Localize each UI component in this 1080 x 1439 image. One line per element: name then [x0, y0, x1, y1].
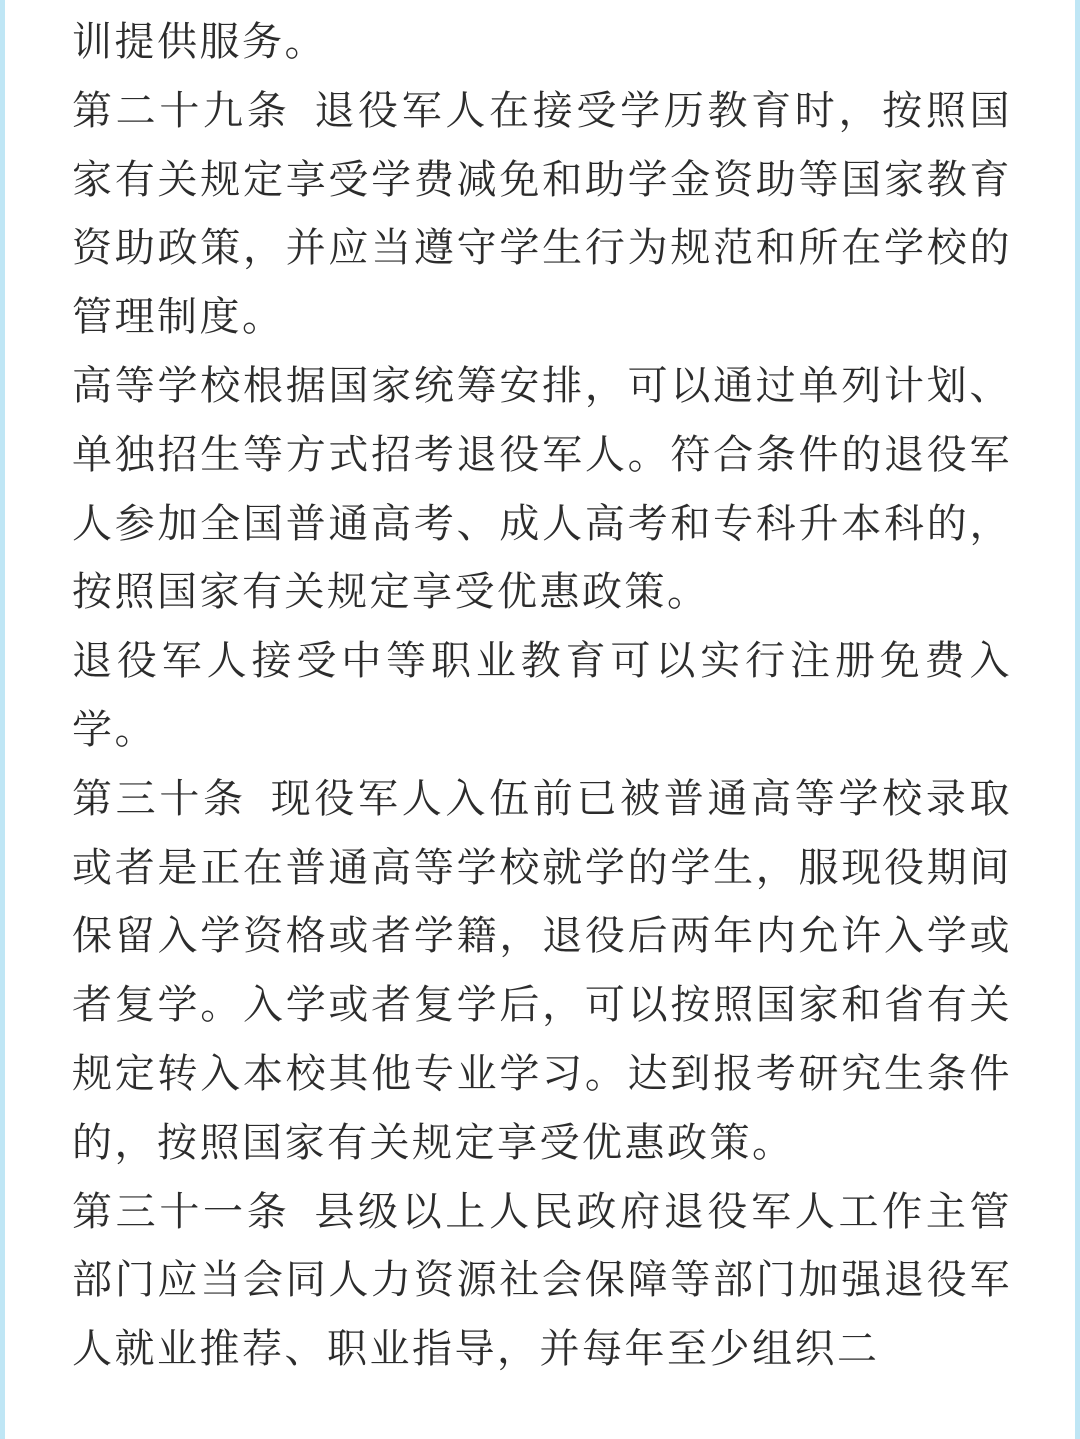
paragraph	[72, 352, 1012, 627]
document-body	[72, 8, 1012, 1384]
article-number: 第三十条	[72, 775, 247, 822]
paragraph	[72, 627, 1012, 765]
paragraph-text: 高等学校根据国家统筹安排，可以通过单列计划、单独招生等方式招考退役军人。符合条件的退役军人参加全国普通高考、成人高考和专科升本科的，按照国家有关规定享受优惠政策。	[72, 362, 1012, 616]
paragraph-text: 训提供服务。	[72, 19, 327, 65]
paragraph-text: 退役军人接受中等职业教育可以实行注册免费入学。	[72, 638, 1012, 753]
article-31	[72, 1178, 1012, 1384]
paragraph-text: 退役军人在接受学历教育时，按照国家有关规定享受学费减免和助学金资助等国家教育资助政策，并应当遵守学生行为规范和所在学校的管理制度。	[72, 87, 1012, 341]
article-number: 第三十一条	[72, 1188, 291, 1235]
paragraph-text: 现役军人入伍前已被普通高等学校录取或者是正在普通高等学校就学的学生，服现役期间保留入学资格或者学籍，退役后两年内允许入学或者复学。入学或者复学后，可以按照国家和省有关规定转入本校其他专业学习。达到报考研究生条件的，按照国家有关规定享受优惠政策。	[72, 775, 1013, 1166]
right-border	[1075, 0, 1080, 1439]
article-29	[72, 77, 1012, 352]
left-border	[0, 0, 5, 1439]
article-number: 第二十九条	[72, 87, 291, 134]
paragraph-continuation	[72, 8, 1012, 77]
article-30	[72, 765, 1012, 1178]
paragraph-text: 县级以上人民政府退役军人工作主管部门应当会同人力资源社会保障等部门加强退役军人就业推荐、职业指导，并每年至少组织二	[72, 1188, 1012, 1373]
